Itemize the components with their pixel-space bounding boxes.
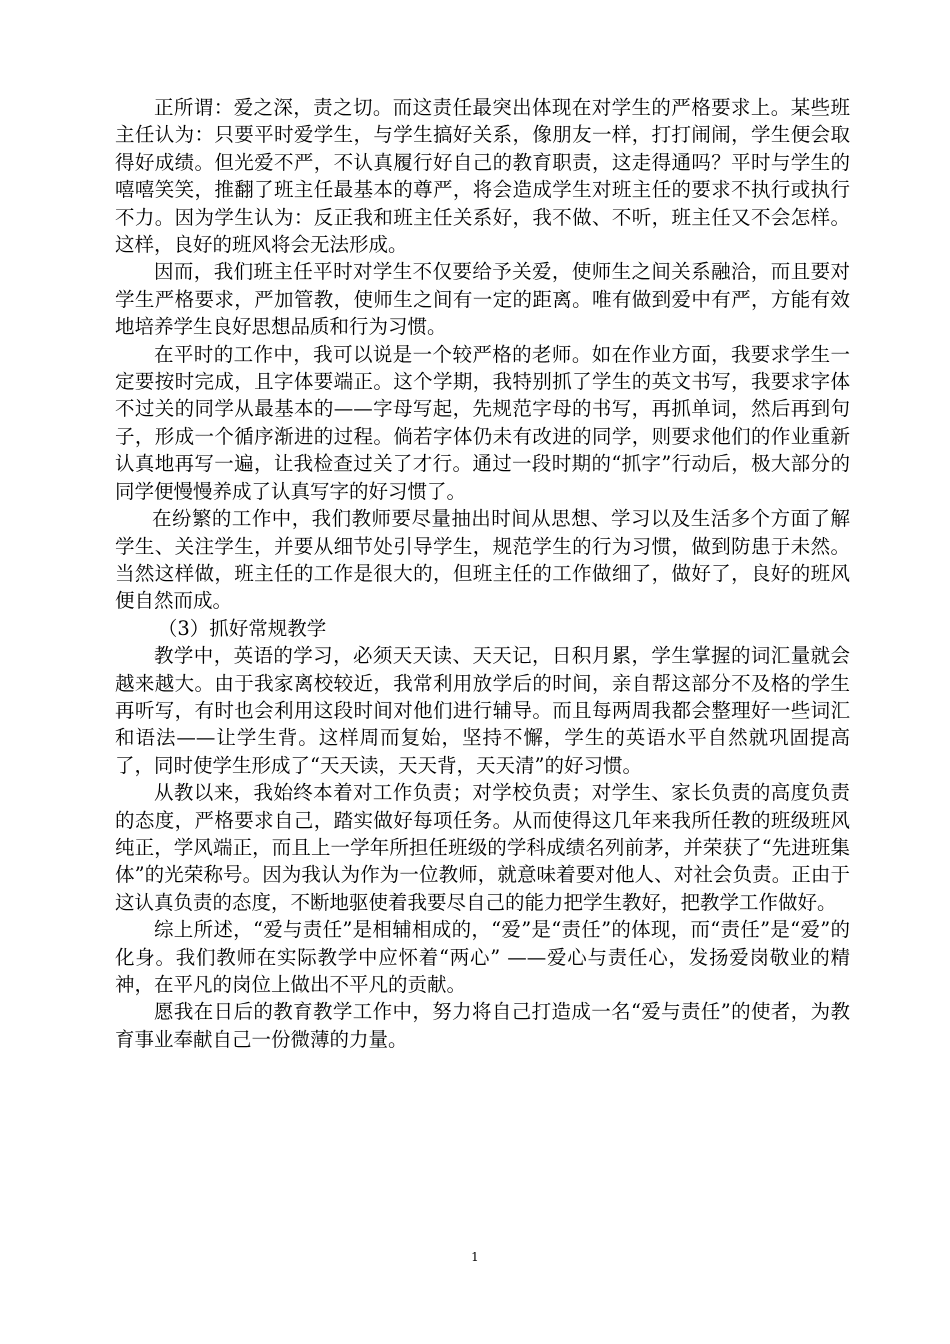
paragraph-handwriting: 在平时的工作中，我可以说是一个较严格的老师。如在作业方面，我要求学生一定要按时完成，且字体要端正。这个学期，我特别抓了学生的英文书写，我要求字体不过关的同学从最基本的——字母写起，先规范字母的书写，再抓单词，然后再到句子，形成一个循序渐进的过程。倘若字体仍未有改进的同学，则要求他们的作业重新认真地再写一遍，让我检查过关了才行。通过一段时期的“抓字”行动后，极大部分的同学便慢慢养成了认真写字的好习惯了。 [115, 342, 850, 503]
page-number: 1 [471, 1250, 479, 1264]
paragraph-strict-requirements: 正所谓：爱之深，责之切。而这责任最突出体现在对学生的严格要求上。某些班主任认为：只要平时爱学生，与学生搞好关系，像朋友一样，打打闹闹，学生便会取得好成绩。但光爱不严，不认真履行好自己的教育职责，这走得通吗？平时与学生的嘻嘻笑笑，推翻了班主任最基本的尊严，将会造成学生对班主任的要求不执行或执行不力。因为学生认为：反正我和班主任关系好，我不做、不听，班主任又不会怎样。这样，良好的班风将会无法形成。 [115, 96, 850, 257]
paragraph-understanding-students: 在纷繁的工作中，我们教师要尽量抽出时间从思想、学习以及生活多个方面了解学生、关注学生，并要从细节处引导学生，规范学生的行为习惯，做到防患于未然。当然这样做，班主任的工作是很大的，但班主任的工作做细了，做好了，良好的班风便自然而成。 [115, 507, 850, 613]
section-heading-routine-teaching: （3）抓好常规教学 [157, 616, 327, 640]
document-body [115, 94, 850, 1053]
paragraph-responsibility: 从教以来，我始终本着对工作负责；对学校负责；对学生、家长负责的高度负责的态度，严格要求自己，踏实做好每项任务。从而使得这几年来我所任教的班级班风纯正，学风端正，而且上一学年所担任班级的学科成绩名列前茅，并荣获了“先进班集体”的光荣称号。因为我认为作为一位教师，就意味着要对他人、对社会负责。正由于这认真负责的态度，不断地驱使着我要尽自己的能力把学生教好，把教学工作做好。 [115, 781, 850, 914]
paragraph-conclusion: 综上所述，“爱与责任”是相辅相成的，“爱”是“责任”的体现，而“责任”是“爱”的化身。我们教师在实际教学中应怀着“两心” ——爱心与责任心，发扬爱岗敬业的精神，在平凡的岗位上做出不平凡的贡献。 [115, 918, 850, 996]
paragraph-love-and-strictness: 因而，我们班主任平时对学生不仅要给予关爱，使师生之间关系融洽，而且要对学生严格要求，严加管教，使师生之间有一定的距离。唯有做到爱中有严，方能有效地培养学生良好思想品质和行为习惯。 [115, 260, 850, 339]
paragraph-english-learning: 教学中，英语的学习，必须天天读、天天记，日积月累，学生掌握的词汇量就会越来越大。由于我家离校较近，我常利用放学后的时间，亲自帮这部分不及格的学生再听写，有时也会利用这段时间对他们进行辅导。而且每两周我都会整理好一些词汇和语法——让学生背。这样周而复始，坚持不懈，学生的英语水平自然就巩固提高了，同时使学生形成了“天天读，天天背，天天清”的好习惯。 [115, 644, 850, 777]
paragraph-wish: 愿我在日后的教育教学工作中，努力将自己打造成一名“爱与责任”的使者，为教育事业奉献自己一份微薄的力量。 [115, 1000, 850, 1051]
